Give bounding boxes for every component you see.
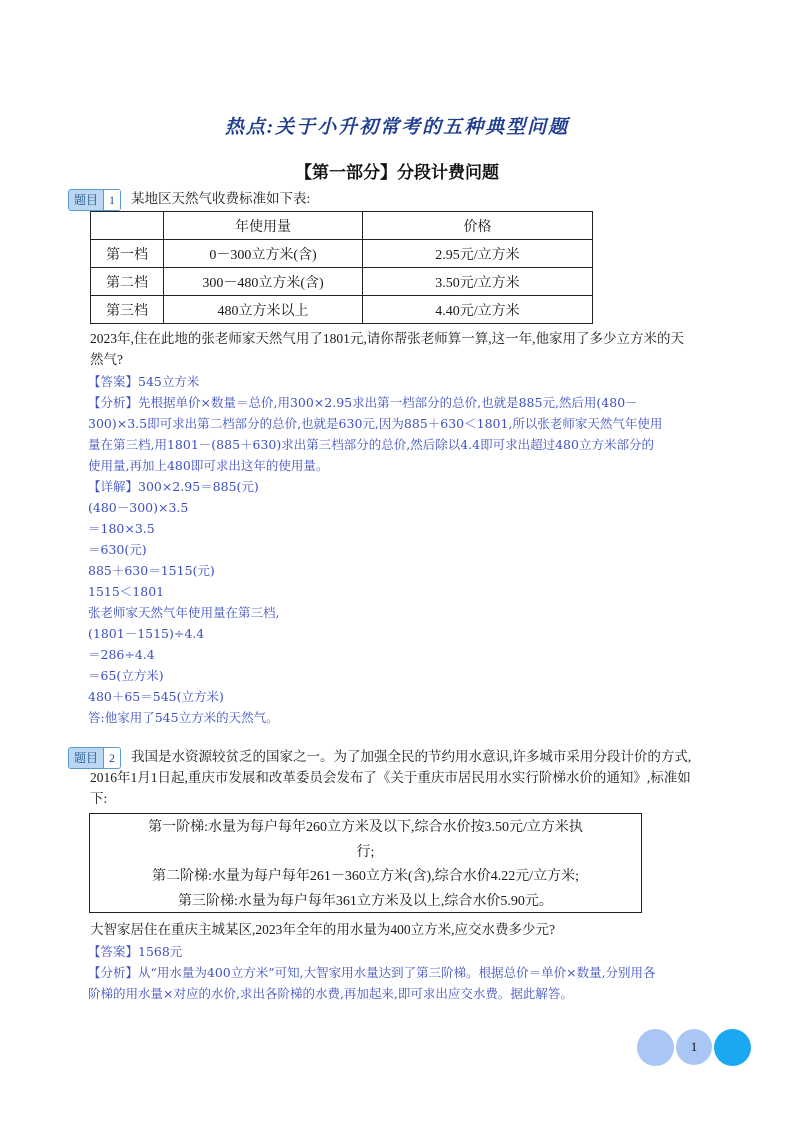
question-2-solution <box>88 941 738 1004</box>
detail-line: ＝630(元) <box>88 542 147 557</box>
analysis-line: 【分析】先根据单价×数量＝总价,用300×2.95求出第一档部分的总价,也就是885元,然后用(480－ <box>88 395 638 410</box>
table-row <box>91 296 593 324</box>
detail-line: ＝286÷4.4 <box>88 647 155 662</box>
detail-line: 885＋630＝1515(元) <box>88 563 215 578</box>
answer-line: 【答案】545立方米 <box>88 374 200 389</box>
intro-line: 我国是水资源较贫乏的国家之一。为了加强全民的节约用水意识,许多城市采用分段计价的方式, <box>131 749 692 764</box>
analysis-line: 量在第三档,用1801－(885＋630)求出第三档部分的总价,然后除以4.4即可求出超过480立方米部分的 <box>88 437 654 452</box>
question-1-solution <box>88 371 738 728</box>
table-header-cell: 价格 <box>363 212 593 240</box>
detail-line: 答:他家用了545立方米的天然气。 <box>88 710 279 725</box>
detail-line: 480＋65＝545(立方米) <box>88 689 224 704</box>
table-cell: 300－480立方米(含) <box>164 268 363 296</box>
table-cell: 第二档 <box>91 268 164 296</box>
detail-line: (480－300)×3.5 <box>88 500 189 515</box>
table-header-cell <box>91 212 164 240</box>
page-number: 1 <box>690 1039 698 1054</box>
table-row <box>91 268 593 296</box>
detail-line: ＝65(立方米) <box>88 668 164 683</box>
page-title: 热点:关于小升初常考的五种典型问题 <box>224 117 570 138</box>
question-1-intro: 某地区天然气收费标准如下表: <box>131 191 311 206</box>
question-2-intro <box>90 746 740 809</box>
detail-line: (1801－1515)÷4.4 <box>88 626 205 641</box>
question-badge-number: 1 <box>103 190 120 210</box>
table-cell: 0－300立方米(含) <box>164 240 363 268</box>
gas-price-table <box>90 211 593 324</box>
question-line: 然气? <box>90 352 123 367</box>
table-cell: 480立方米以上 <box>164 296 363 324</box>
question-badge-1 <box>68 189 121 211</box>
table-cell: 第三档 <box>91 296 164 324</box>
table-header-cell: 年使用量 <box>164 212 363 240</box>
section-heading: 【第一部分】分段计费问题 <box>295 163 499 182</box>
intro-line: 2016年1月1日起,重庆市发展和改革委员会发布了《关于重庆市居民用水实行阶梯水价的通知》,标准如 <box>90 770 691 785</box>
question-2-text: 大智家居住在重庆主城某区,2023年全年的用水量为400立方米,应交水费多少元? <box>90 922 555 937</box>
intro-line: 下: <box>90 791 108 806</box>
detail-line: 张老师家天然气年使用量在第三档, <box>88 605 280 620</box>
analysis-line: 【分析】从“用水量为400立方米”可知,大智家用水量达到了第三阶梯。根据总价＝单价×数量,分别用各 <box>88 965 656 980</box>
detail-line: 【详解】300×2.95＝885(元) <box>88 479 259 494</box>
detail-line: 1515＜1801 <box>88 584 165 599</box>
analysis-line: 使用量,再加上480即可求出这年的使用量。 <box>88 458 329 473</box>
table-cell: 3.50元/立方米 <box>363 268 593 296</box>
detail-line: ＝180×3.5 <box>88 521 155 536</box>
decor-circle-dark <box>714 1029 751 1066</box>
tier-line: 第二阶梯:水量为每户每年261－360立方米(含),综合水价4.22元/立方米; <box>152 869 579 884</box>
question-badge-label: 题目 <box>69 190 103 210</box>
table-row <box>91 240 593 268</box>
question-1-text <box>90 328 735 370</box>
table-cell: 第一档 <box>91 240 164 268</box>
table-cell: 4.40元/立方米 <box>363 296 593 324</box>
question-badge-label: 题目 <box>69 748 103 768</box>
answer-line: 【答案】1568元 <box>88 944 183 959</box>
analysis-line: 300)×3.5即可求出第二档部分的总价,也就是630元,因为885＋630＜1801,所以张老师家天然气年使用 <box>88 416 663 431</box>
tier-line: 第三阶梯:水量为每户每年361立方米及以上,综合水价5.90元。 <box>178 893 553 909</box>
tier-line: 第一阶梯:水量为每户每年260立方米及以下,综合水价按3.50元/立方米执 <box>148 820 583 835</box>
decor-circle-light <box>637 1029 674 1066</box>
water-price-box <box>89 813 642 913</box>
analysis-line: 阶梯的用水量×对应的水价,求出各阶梯的水费,再加起来,即可求出应交水费。据此解答。 <box>88 986 573 1001</box>
tier-line: 行; <box>356 844 375 860</box>
question-badge-number: 2 <box>103 748 120 768</box>
table-cell: 2.95元/立方米 <box>363 240 593 268</box>
table-header-row <box>91 212 593 240</box>
question-line: 2023年,住在此地的张老师家天然气用了1801元,请你帮张老师算一算,这一年,他家用了多少立方米的天 <box>90 331 684 346</box>
